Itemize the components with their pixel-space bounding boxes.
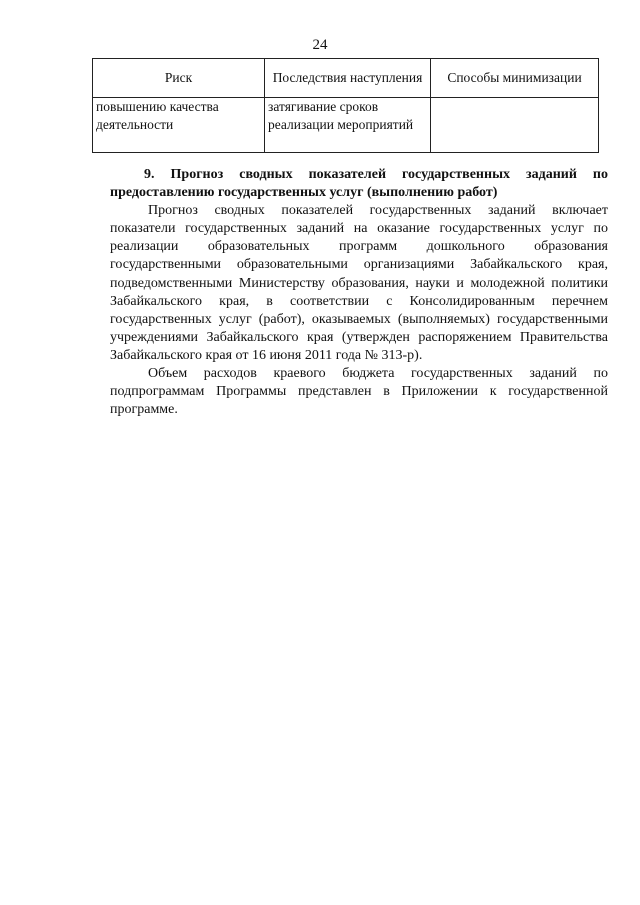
cell-consequences: затягивание сроков реализации мероприятий (265, 98, 431, 153)
table-row (93, 98, 599, 153)
paragraph: Объем расходов краевого бюджета государственных заданий по подпрограммам Программы представлен в Приложении к государственной программе. (110, 366, 608, 418)
section-9 (110, 166, 608, 419)
cell-minimization (431, 98, 599, 153)
header-minimization: Способы минимизации (431, 59, 599, 98)
cell-risk: повышению качества деятельности (93, 98, 265, 153)
header-risk: Риск (93, 59, 265, 98)
header-consequences: Последствия наступления (265, 59, 431, 98)
paragraph: Прогноз сводных показателей государственных заданий включает показатели государственных заданий на оказание государственных услуг по реализации образовательных программ дошкольного образования государственными образовательными организациями Забайкальского края, подведомственными Министерству образования, науки и молодежной политики Забайкальского края, в соответствии с Консолидированным перечнем государственных услуг (работ), оказываемых (выполняемых) государственными учреждениями Забайкальского края (утвержден распоряжением Правительства Забайкальского края от 16 июня 2011 года № 313-р). (110, 203, 608, 363)
table-header-row (93, 59, 599, 98)
risk-table (92, 58, 599, 153)
section-heading: 9. Прогноз сводных показателей государственных заданий по предоставлению государственных услуг (выполнению работ) (110, 167, 608, 201)
page-number: 24 (312, 37, 328, 53)
